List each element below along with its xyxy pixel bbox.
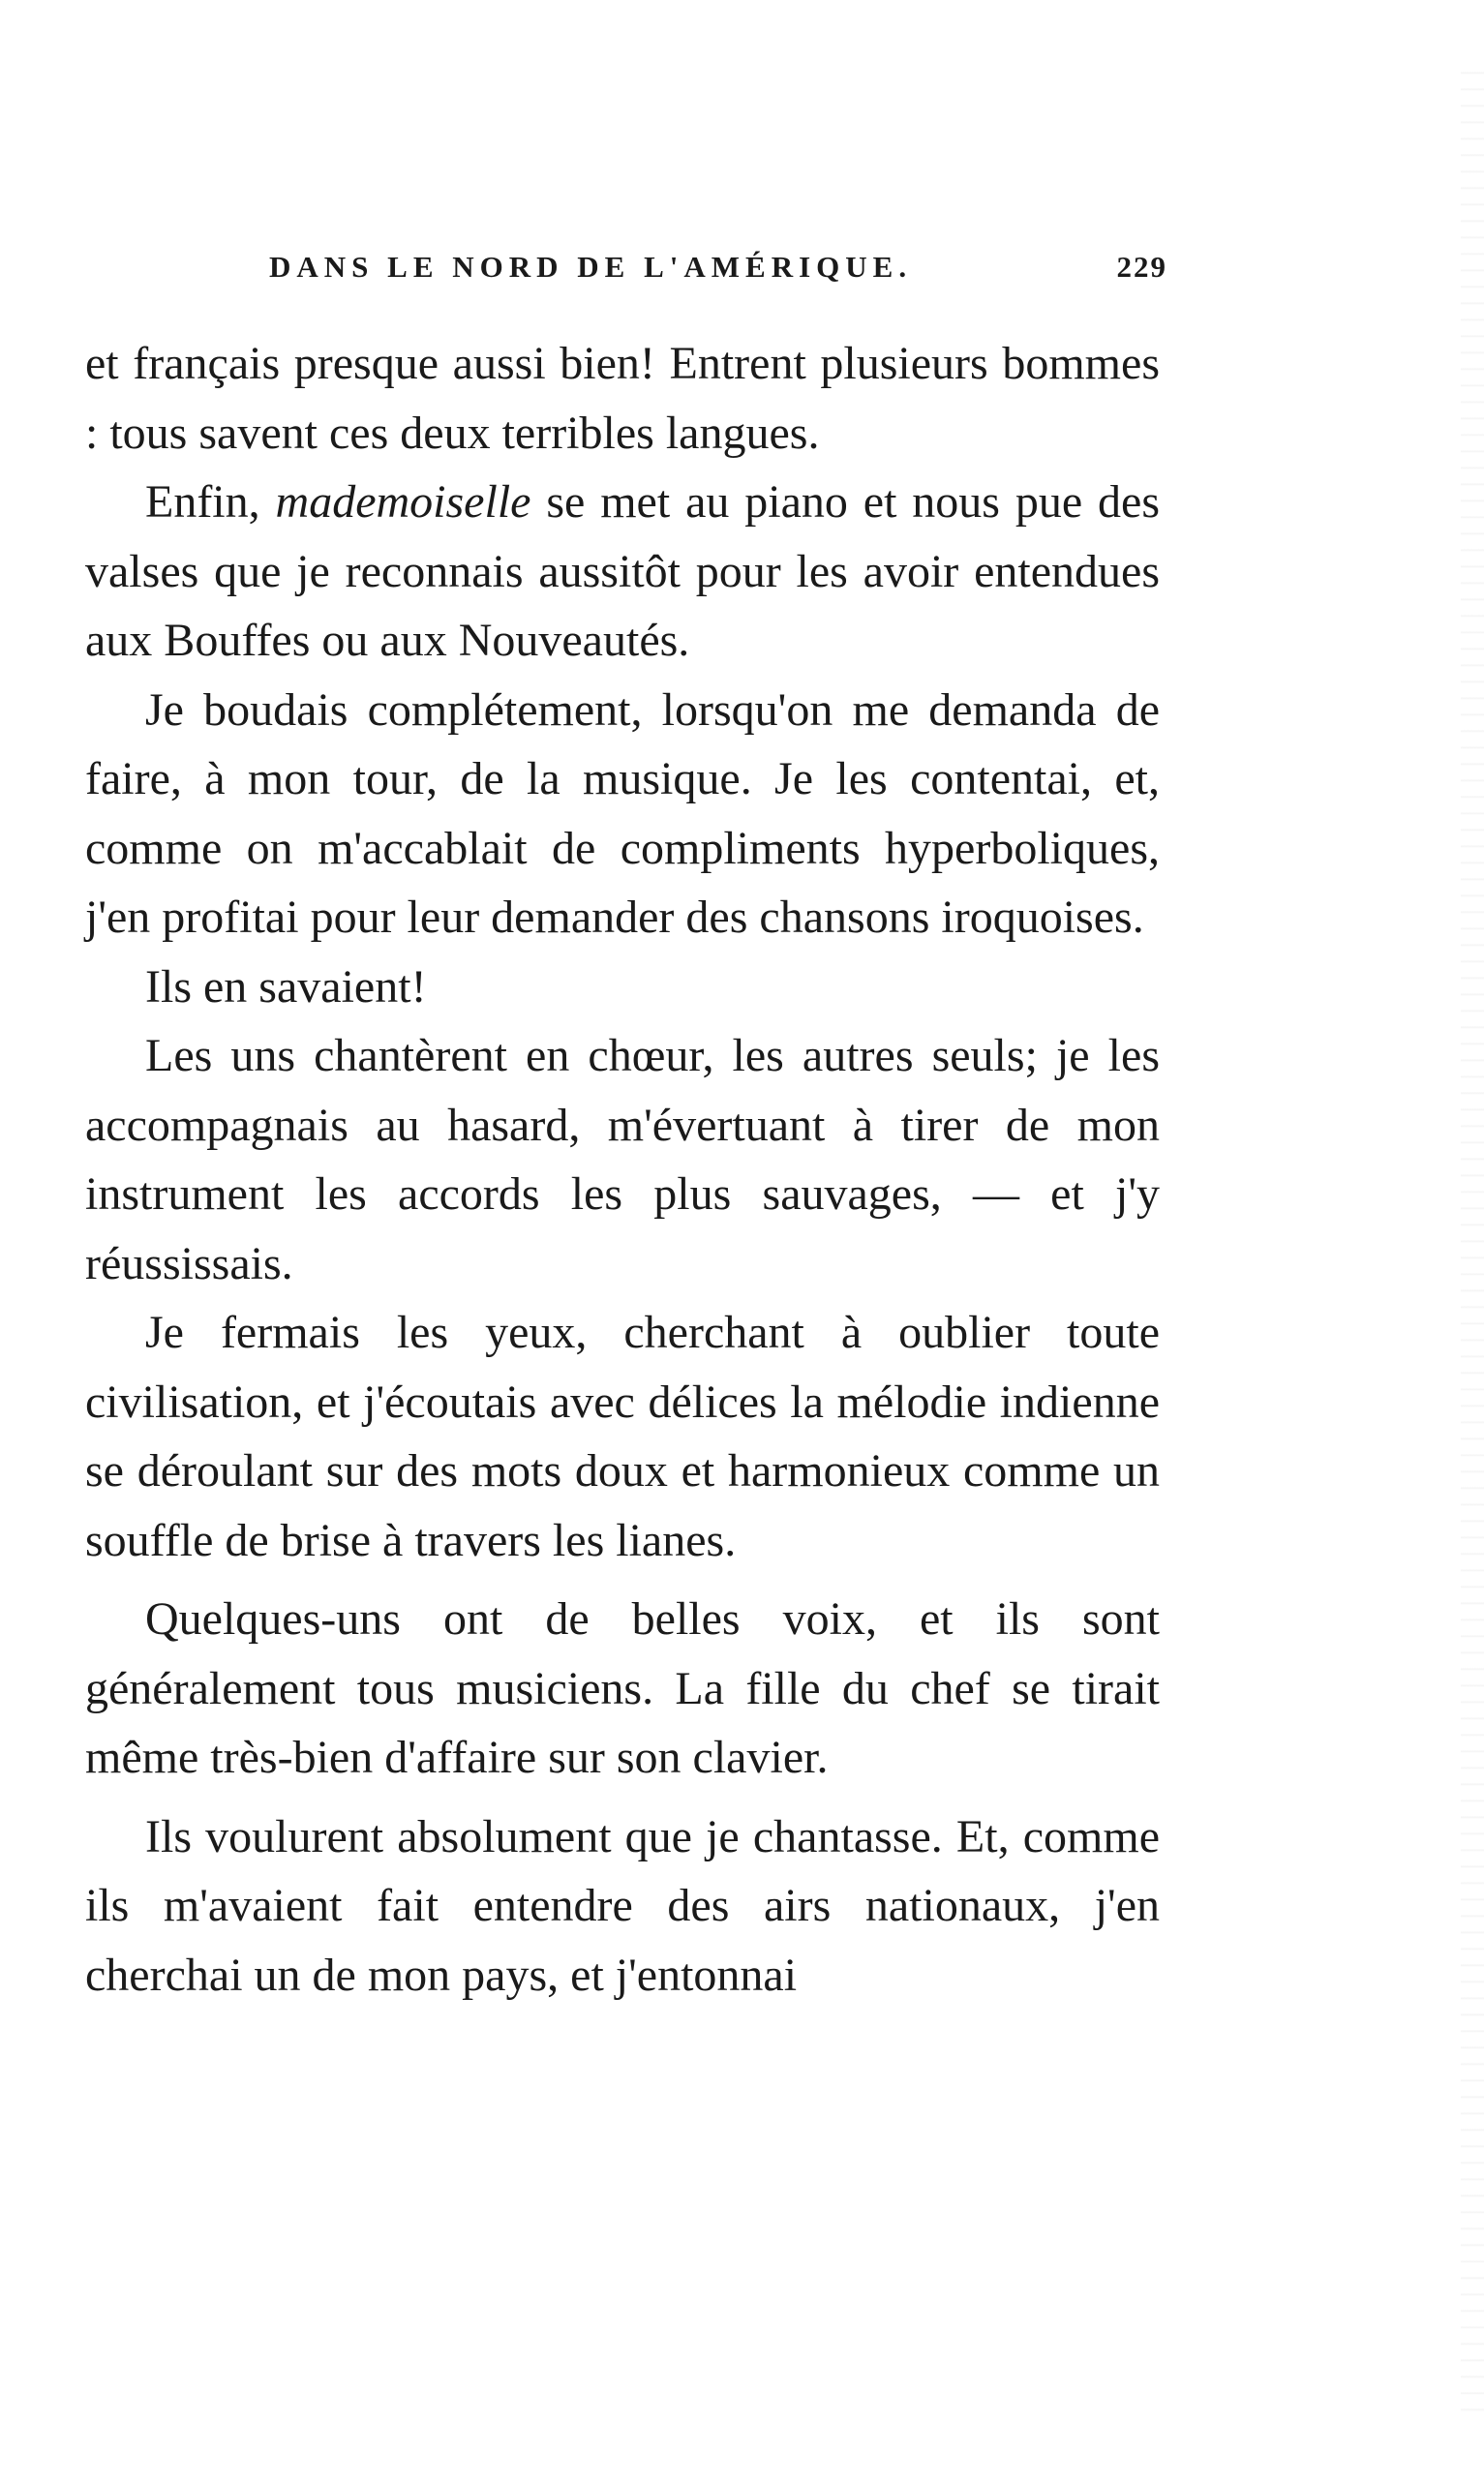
paragraph-6: Je fermais les yeux, cherchant à oublier toute civilisation, et j'écoutais avec délices la mélodie indienne se déroulant sur des mots doux et harmonieux comme un souffle de brise à travers les lianes. bbox=[85, 1307, 1160, 1566]
page-edge-shadow bbox=[1461, 58, 1484, 2420]
paragraph-2-rest: se met au piano et nous pue des valses que je reconnais aussitôt pour les avoir entendues aux Bouffes ou aux Nouveautés. bbox=[85, 476, 1161, 666]
paragraph-2 bbox=[85, 468, 1160, 676]
paragraph-4: Ils en savaient! bbox=[145, 960, 427, 1013]
body-text bbox=[85, 329, 1160, 2010]
running-title: DANS LE NORD DE L'AMÉRIQUE. bbox=[269, 250, 913, 284]
paragraph-2-start: Enfin, bbox=[145, 476, 276, 528]
paragraph-1: et français presque aussi bien! Entrent plusieurs bommes : tous savent ces deux terribles langues. bbox=[85, 338, 1160, 459]
paragraph-8: Ils voulurent absolument que je chantasse. Et, comme ils m'avaient fait entendre des airs nationaux, j'en cherchai un de mon pays, et j'entonnai bbox=[85, 1810, 1160, 2001]
page-number: 229 bbox=[1116, 250, 1167, 284]
paragraph-3: Je boudais complétement, lorsqu'on me demanda de faire, à mon tour, de la musique. Je les contentai, et, comme on m'accablait de compliments hyperboliques, j'en profitai pour leur demander des chansons iroquoises. bbox=[85, 683, 1160, 943]
italic-word: mademoiselle bbox=[275, 476, 531, 528]
paragraph-7: Quelques-uns ont de belles voix, et ils sont généralement tous musiciens. La fille du chef se tirait même très-bien d'affaire sur son clavier. bbox=[85, 1593, 1160, 1783]
running-header bbox=[259, 250, 1167, 298]
paragraph-5: Les uns chantèrent en chœur, les autres seuls; je les accompagnais au hasard, m'évertuant à tirer de mon instrument les accords les plus sauvages, — et j'y réussissais. bbox=[85, 1030, 1160, 1289]
